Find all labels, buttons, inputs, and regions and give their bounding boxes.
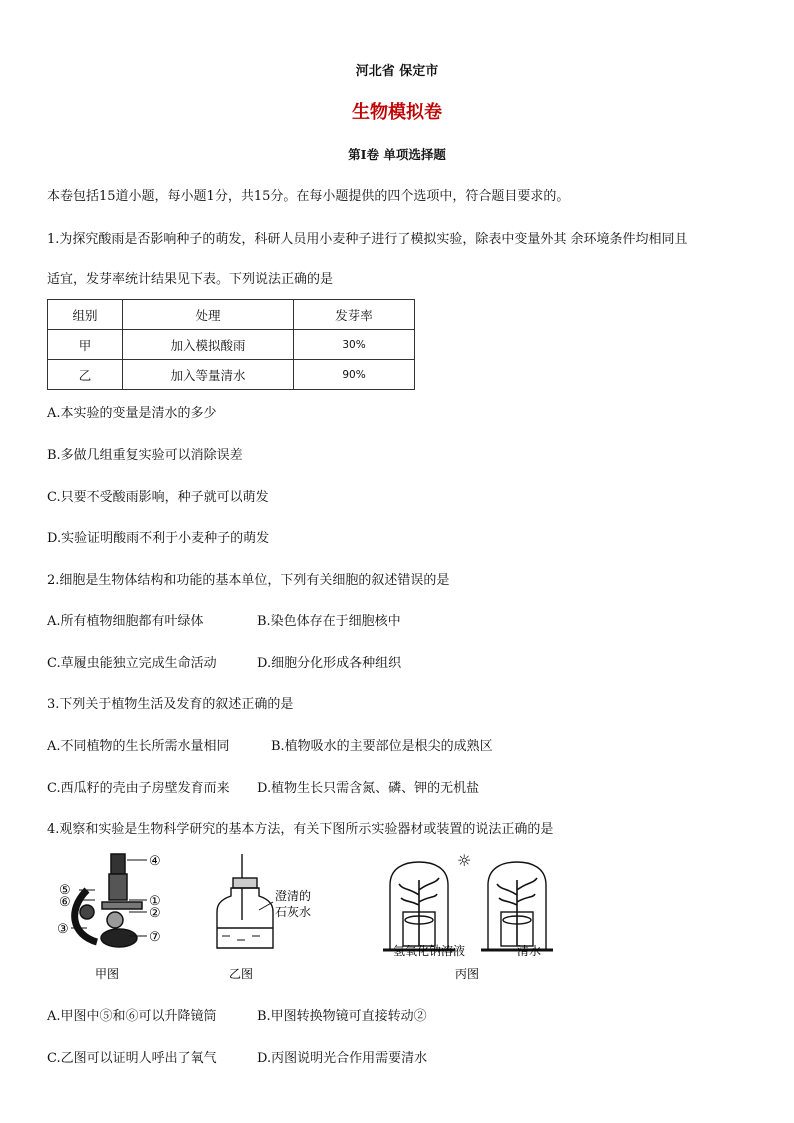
q1-stem-line2: 适宜，发芽率统计结果见下表。下列说法正确的是 — [47, 272, 334, 287]
label-naoh: 氢氧化钠溶液 — [393, 944, 466, 958]
table-cell: 90% — [294, 360, 415, 390]
stage — [102, 902, 142, 909]
eyepiece — [111, 854, 125, 874]
table-header: 组别 — [48, 300, 123, 330]
fig-label-yi: 乙图 — [229, 967, 254, 981]
q1-stem-line1: 1.为探究酸雨是否影响种子的萌发，科研人员用小麦种子进行了模拟实验，除表中变量外其 余环境条件均相同且 — [47, 232, 688, 247]
table-cell: 加入模拟酸雨 — [123, 330, 294, 360]
leader-line — [259, 902, 273, 910]
q3-option-c: C.西瓜籽的壳由子房壁发育而来 — [47, 781, 230, 796]
intro-text: 本卷包括15道小题，每小题1分，共15分。在每小题提供的四个选项中，符合题目要求的。 — [47, 189, 570, 204]
table-header: 处理 — [123, 300, 294, 330]
sun-icon: ☼ — [457, 851, 472, 870]
table-cell: 30% — [294, 330, 415, 360]
coarse-knob — [80, 905, 94, 919]
mark-3: ③ — [57, 922, 69, 937]
table-cell: 乙 — [48, 360, 123, 390]
limewater-bottle — [217, 854, 273, 948]
fig-label-bing: 丙图 — [455, 967, 480, 981]
q4-option-a: A.甲图中⑤和⑥可以升降镜筒 — [47, 1009, 217, 1024]
fig-label-jia: 甲图 — [95, 967, 120, 981]
q3-option-b: B.植物吸水的主要部位是根尖的成熟区 — [271, 739, 493, 754]
q3-stem: 3.下列关于植物生活及发育的叙述正确的是 — [47, 697, 294, 712]
q1-table — [47, 299, 415, 390]
table-header-row — [48, 300, 415, 330]
q2-option-b: B.染色体存在于细胞核中 — [257, 614, 401, 629]
q2-stem: 2.细胞是生物体结构和功能的基本单位，下列有关细胞的叙述错误的是 — [47, 573, 450, 588]
q3-options-row1 — [47, 735, 493, 754]
table-row — [48, 360, 415, 390]
label-water: 清水 — [517, 944, 542, 958]
bottle-body — [217, 888, 273, 948]
mark-6: ⑥ — [59, 895, 71, 910]
q3-option-a: A.不同植物的生长所需水量相同 — [47, 739, 230, 754]
q2-options-row1 — [47, 610, 401, 629]
table-cell: 加入等量清水 — [123, 360, 294, 390]
mark-7: ⑦ — [149, 930, 161, 945]
q2-option-c: C.草履虫能独立完成生命活动 — [47, 656, 217, 671]
paper-title: 生物模拟卷 — [352, 102, 442, 123]
mark-1: ① — [149, 894, 161, 909]
microscope-drawing — [71, 854, 147, 947]
stopper — [233, 878, 257, 888]
q4-options-row2 — [47, 1047, 427, 1066]
q4-option-d: D.丙图说明光合作用需要清水 — [257, 1051, 428, 1066]
q2-option-d: D.细胞分化形成各种组织 — [257, 656, 402, 671]
q1-option-c: C.只要不受酸雨影响，种子就可以萌发 — [47, 490, 269, 505]
bell-jar-right — [481, 862, 553, 950]
section-title: 第Ⅰ卷 单项选择题 — [348, 147, 446, 162]
table-header: 发芽率 — [294, 300, 415, 330]
q1-option-b: B.多做几组重复实验可以消除误差 — [47, 448, 243, 463]
table-cell: 甲 — [48, 330, 123, 360]
table-row — [48, 330, 415, 360]
q3-options-row2 — [47, 777, 479, 796]
q1-option-a: A.本实验的变量是清水的多少 — [47, 406, 217, 421]
label-limewater-1: 澄清的 — [275, 889, 312, 903]
q3-option-d: D.植物生长只需含氮、磷、钾的无机盐 — [257, 781, 480, 796]
q2-option-a: A.所有植物细胞都有叶绿体 — [47, 614, 204, 629]
tube — [109, 874, 127, 900]
label-limewater-2: 石灰水 — [275, 905, 312, 919]
mark-4: ④ — [149, 854, 161, 869]
q2-options-row2 — [47, 652, 401, 671]
q4-figure — [47, 850, 567, 985]
q4-options-row1 — [47, 1005, 427, 1024]
region-title: 河北省 保定市 — [355, 64, 439, 79]
mirror — [107, 912, 123, 928]
bell-jar-left — [383, 862, 455, 950]
q4-stem: 4.观察和实验是生物科学研究的基本方法，有关下图所示实验器材或装置的说法正确的是 — [47, 822, 554, 837]
base — [101, 929, 137, 947]
q4-option-c: C.乙图可以证明人呼出了氧气 — [47, 1051, 217, 1066]
mark-5: ⑤ — [59, 883, 71, 898]
q1-option-d: D.实验证明酸雨不利于小麦种子的萌发 — [47, 531, 270, 546]
mark-2: ② — [149, 906, 161, 921]
q4-option-b: B.甲图转换物镜可直接转动② — [257, 1009, 427, 1024]
